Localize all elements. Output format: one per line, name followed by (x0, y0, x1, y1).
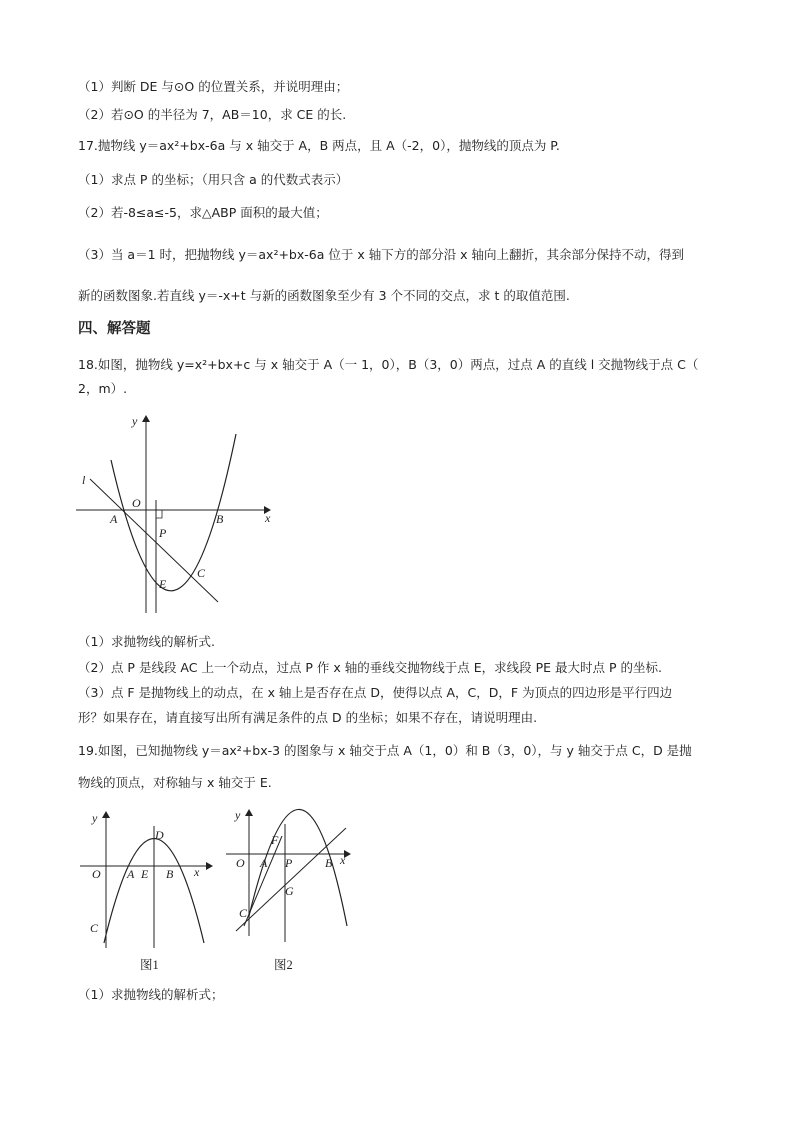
label-p: P (285, 856, 293, 870)
line-l (90, 479, 218, 602)
label-a: A (260, 856, 268, 870)
q18-part3-line1: （3）点 F 是抛物线上的动点，在 x 轴上是否存在点 D，使得以点 A，C，D，F 为顶点的四边形是平行四边 (78, 685, 673, 700)
q16-part1: （1）判断 DE 与⊙O 的位置关系，并说明理由； (78, 79, 349, 94)
q18-stem-line2: 2，m）. (78, 381, 128, 396)
q18-part3-line2: 形？如果存在，请直接写出所有满足条件的点 D 的坐标；如果不存在，请说明理由. (78, 710, 538, 725)
label-a: A (127, 867, 135, 881)
section-heading: 四、解答题 (78, 321, 151, 337)
q17-part3-line2: 新的函数图象.若直线 y＝-x+t 与新的函数图象至少有 3 个不同的交点，求 t 的取值范围. (78, 288, 570, 303)
label-x: x (194, 865, 200, 879)
label-o: O (132, 496, 141, 510)
q19-part1: （1）求抛物线的解析式； (78, 987, 224, 1002)
q19-figure-1 (76, 806, 216, 976)
label-x: x (265, 511, 271, 525)
q16-part2: （2）若⊙O 的半径为 7，AB＝10，求 CE 的长. (78, 107, 347, 122)
q18-part1: （1）求抛物线的解析式. (78, 634, 215, 649)
label-c: C (197, 566, 206, 580)
label-e: E (141, 867, 149, 881)
q17-part3-line1: （3）当 a＝1 时，把抛物线 y＝ax²+bx-6a 位于 x 轴下方的部分沿 x 轴向上翻折，其余部分保持不动，得到 (78, 247, 685, 262)
q17-part2: （2）若-8≤a≤-5，求△ABP 面积的最大值； (78, 205, 328, 220)
caption-fig2: 图2 (274, 958, 293, 972)
label-d: D (155, 828, 164, 842)
label-c: C (239, 906, 248, 920)
q19-stem-line2: 物线的顶点，对称轴与 x 轴交于 E. (78, 775, 272, 790)
caption-fig1: 图1 (140, 958, 159, 972)
q19-stem-line1: 19.如图，已知抛物线 y＝ax²+bx-3 的图象与 x 轴交于点 A（1，0）和 B（3，0），与 y 轴交于点 C，D 是抛 (78, 743, 692, 758)
label-g: G (285, 884, 294, 898)
label-c: C (90, 921, 99, 935)
q19-figure-2 (222, 806, 362, 976)
label-y: y (132, 414, 138, 428)
label-b: B (325, 856, 333, 870)
label-y: y (235, 808, 241, 822)
label-o: O (236, 856, 245, 870)
q17-part1: （1）求点 P 的坐标；（用只含 a 的代数式表示） (78, 172, 349, 187)
label-o: O (92, 867, 101, 881)
label-x: x (340, 853, 346, 867)
label-f: F (271, 833, 279, 847)
label-p: P (159, 526, 167, 540)
line-through-c (236, 828, 346, 931)
q18-part2: （2）点 P 是线段 AC 上一个动点，过点 P 作 x 轴的垂线交抛物线于点 E，求线段 PE 最大时点 P 的坐标. (78, 660, 662, 675)
label-b: B (166, 867, 174, 881)
q17-stem: 17.抛物线 y＝ax²+bx-6a 与 x 轴交于 A，B 两点，且 A（-2，0），抛物线的顶点为 P. (78, 138, 560, 153)
label-e: E (159, 577, 167, 591)
label-a: A (110, 512, 118, 526)
label-b: B (216, 512, 224, 526)
label-l: l (82, 473, 86, 487)
label-y: y (92, 811, 98, 825)
q18-figure (70, 408, 290, 618)
line-cf (244, 836, 282, 926)
q18-stem-line1: 18.如图，抛物线 y=x²+bx+c 与 x 轴交于 A（一 1，0），B（3，0）两点，过点 A 的直线 l 交抛物线于点 C（ (78, 357, 699, 372)
